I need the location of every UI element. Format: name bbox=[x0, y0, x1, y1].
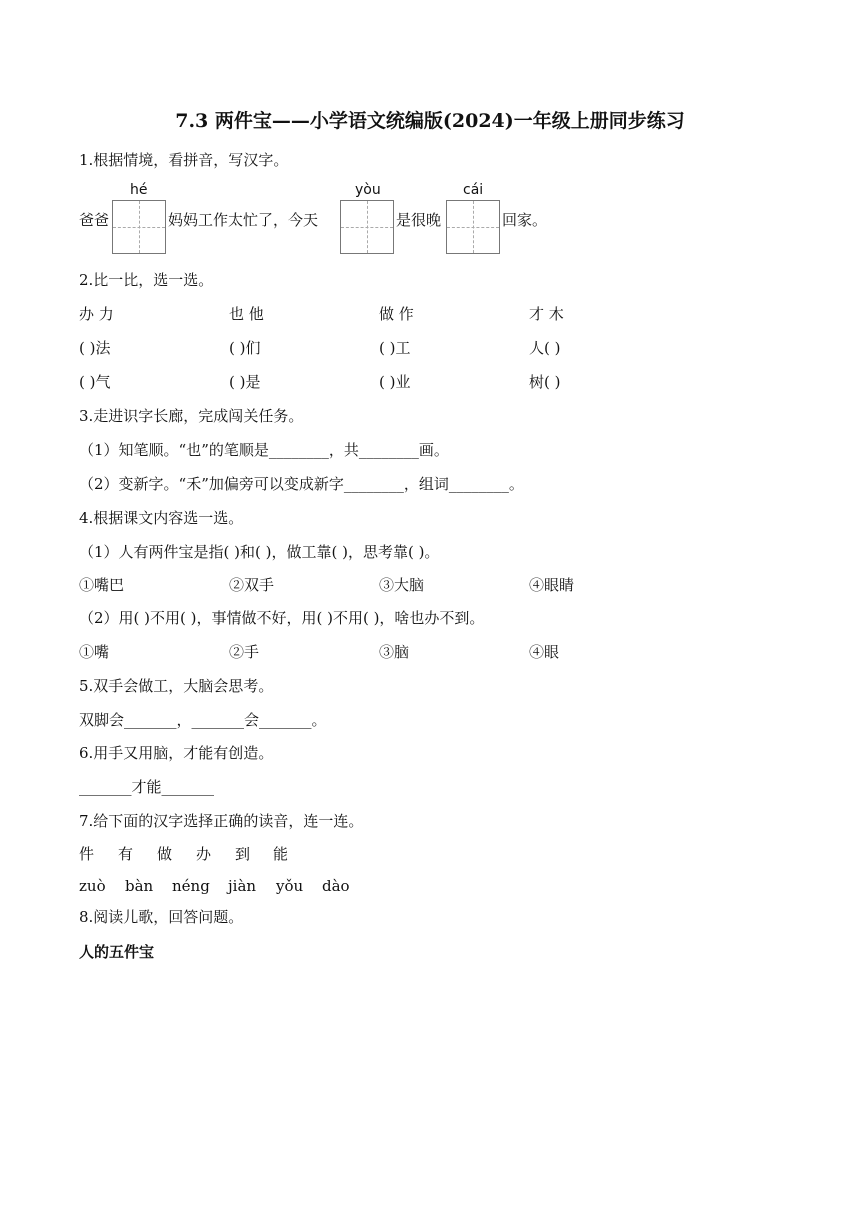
q2-blank-3b[interactable]: ( )业 bbox=[379, 373, 411, 391]
q7-pinyin-2: bàn bbox=[125, 877, 154, 895]
writing-box-3[interactable] bbox=[446, 200, 500, 254]
q4-option2-2: ②手 bbox=[229, 643, 260, 661]
q2-blank-3a[interactable]: ( )工 bbox=[379, 339, 411, 357]
q2-pair-4: 才 木 bbox=[529, 305, 564, 323]
q2-blank-1b[interactable]: ( )气 bbox=[79, 373, 111, 391]
q4-option2-4: ④眼 bbox=[529, 643, 560, 661]
q4-option2-1: ①嘴 bbox=[79, 643, 110, 661]
q7-char-6: 能 bbox=[273, 845, 289, 863]
q2-pair-3: 做 作 bbox=[379, 305, 414, 323]
q8-heading: 8.阅读儿歌，回答问题。 bbox=[79, 908, 244, 926]
q3-sub1[interactable]: （1）知笔顺。“也”的笔顺是________，共________画。 bbox=[79, 441, 449, 459]
q7-char-3: 做 bbox=[157, 845, 173, 863]
q2-blank-2a[interactable]: ( )们 bbox=[229, 339, 261, 357]
q7-pinyin-4: jiàn bbox=[228, 877, 257, 895]
poem-title: 人的五件宝 bbox=[79, 943, 155, 961]
q7-char-5: 到 bbox=[235, 845, 251, 863]
q2-blank-4a[interactable]: 人( ) bbox=[529, 339, 561, 357]
writing-box-1[interactable] bbox=[112, 200, 166, 254]
q4-option-3: ③大脑 bbox=[379, 576, 425, 594]
q1-text-3: 是很晚 bbox=[396, 211, 442, 229]
q5-heading: 5.双手会做工，大脑会思考。 bbox=[79, 677, 274, 695]
q2-heading: 2.比一比，选一选。 bbox=[79, 271, 214, 289]
q4-option2-3: ③脑 bbox=[379, 643, 410, 661]
q1-text-4: 回家。 bbox=[502, 211, 548, 229]
q5-line[interactable]: 双脚会_______，_______会_______。 bbox=[79, 711, 327, 729]
q2-blank-2b[interactable]: ( )是 bbox=[229, 373, 261, 391]
q3-sub2[interactable]: （2）变新字。“禾”加偏旁可以变成新字________，组词________。 bbox=[79, 475, 524, 493]
pinyin-you: yòu bbox=[355, 182, 381, 198]
page-title: 7.3 两件宝——小学语文统编版(2024)一年级上册同步练习 bbox=[175, 110, 685, 132]
pinyin-cai: cái bbox=[463, 182, 484, 198]
q4-sub1[interactable]: （1）人有两件宝是指( )和( )，做工靠( )，思考靠( )。 bbox=[79, 543, 440, 561]
q4-option-1: ①嘴巴 bbox=[79, 576, 125, 594]
q6-line[interactable]: _______才能_______ bbox=[79, 778, 215, 796]
q7-char-1: 件 bbox=[79, 845, 95, 863]
q7-pinyin-3: néng bbox=[172, 877, 210, 895]
q7-pinyin-6: dào bbox=[322, 877, 350, 895]
q1-text-2: 妈妈工作太忙了，今天 bbox=[168, 211, 319, 229]
q7-char-2: 有 bbox=[118, 845, 134, 863]
q7-pinyin-1: zuò bbox=[79, 877, 106, 895]
q7-char-4: 办 bbox=[196, 845, 212, 863]
q3-heading: 3.走进识字长廊，完成闯关任务。 bbox=[79, 407, 304, 425]
q2-pair-1: 办 力 bbox=[79, 305, 114, 323]
q2-blank-1a[interactable]: ( )法 bbox=[79, 339, 111, 357]
q4-sub2[interactable]: （2）用( )不用( )，事情做不好，用( )不用( )，啥也办不到。 bbox=[79, 609, 485, 627]
q4-option-4: ④眼睛 bbox=[529, 576, 575, 594]
q1-text-1: 爸爸 bbox=[79, 211, 110, 229]
writing-box-2[interactable] bbox=[340, 200, 394, 254]
q4-heading: 4.根据课文内容选一选。 bbox=[79, 509, 244, 527]
q7-heading: 7.给下面的汉字选择正确的读音，连一连。 bbox=[79, 812, 364, 830]
q2-blank-4b[interactable]: 树( ) bbox=[529, 373, 561, 391]
pinyin-he: hé bbox=[130, 182, 148, 198]
q2-pair-2: 也 他 bbox=[229, 305, 264, 323]
q7-pinyin-5: yǒu bbox=[276, 877, 304, 895]
q4-option-2: ②双手 bbox=[229, 576, 275, 594]
q1-heading: 1.根据情境，看拼音，写汉字。 bbox=[79, 151, 289, 169]
q6-heading: 6.用手又用脑，才能有创造。 bbox=[79, 744, 274, 762]
